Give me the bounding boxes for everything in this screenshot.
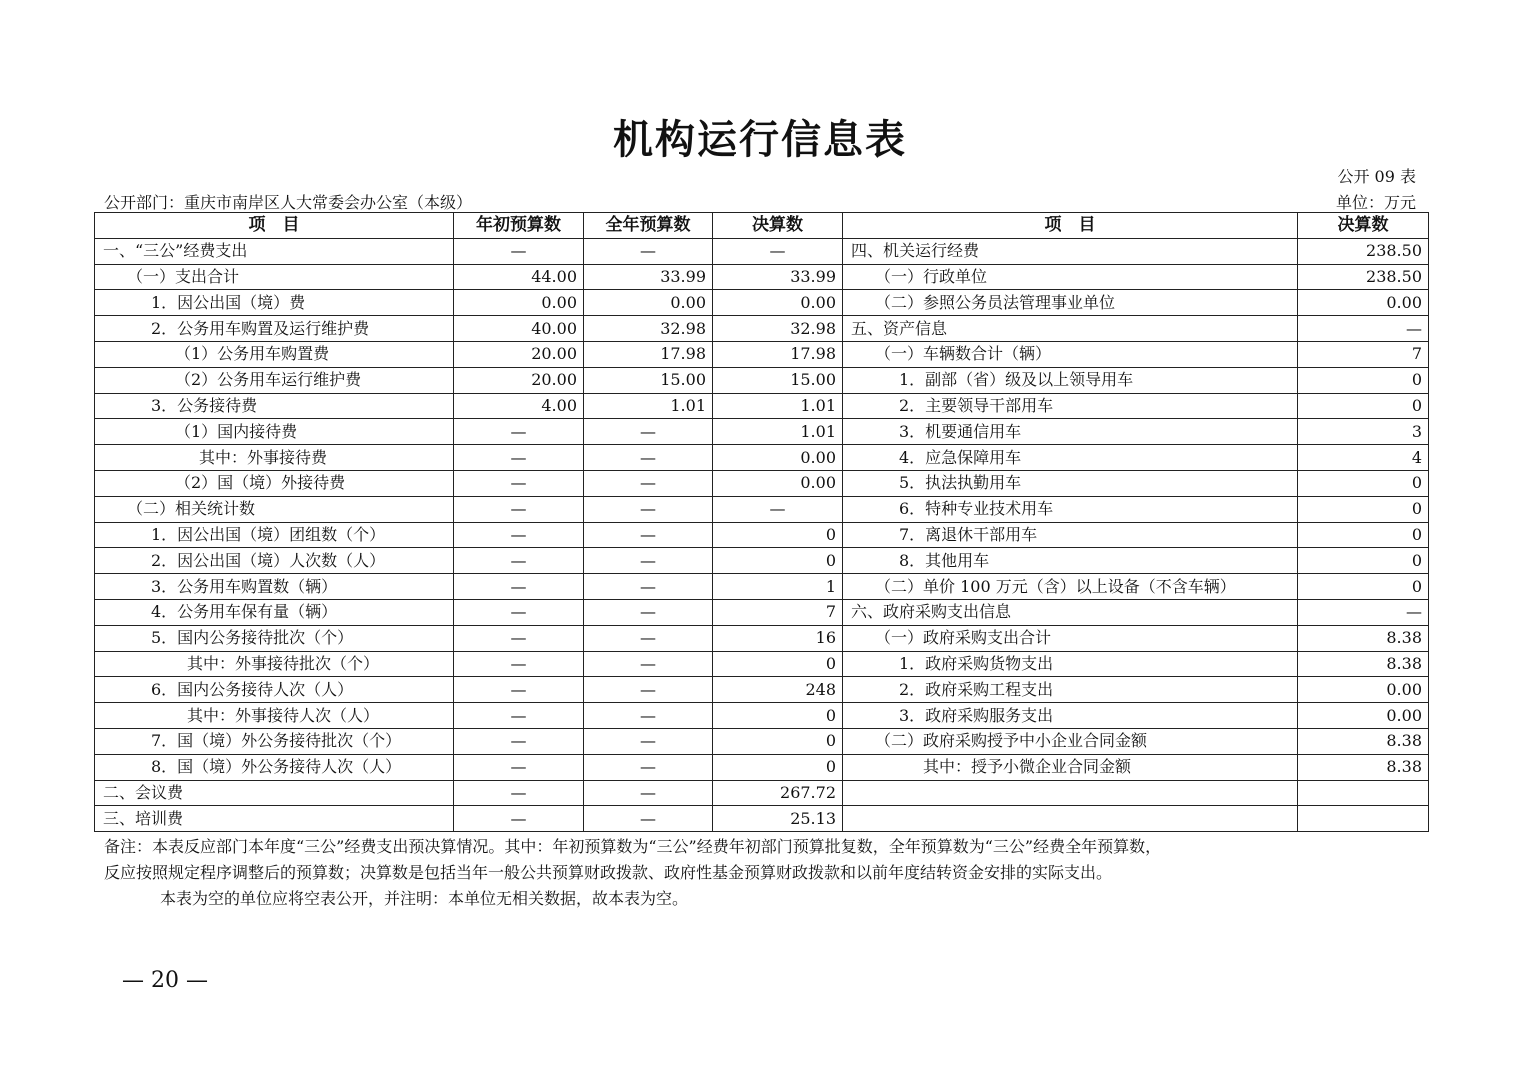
right-item-label: 五、资产信息 [843,316,1298,342]
left-item-label: （一）支出合计 [95,264,454,290]
initial-budget-cell: — [454,780,584,806]
right-item-label: 六、政府采购支出信息 [843,599,1298,625]
final-amount-cell: 0 [713,548,843,574]
annual-budget-cell: — [584,703,713,729]
right-final-amount-cell: 238.50 [1298,264,1429,290]
table-row [95,264,1429,290]
right-final-amount-cell: 0 [1298,496,1429,522]
initial-budget-cell: — [454,677,584,703]
annual-budget-cell: — [584,238,713,264]
final-amount-cell: 1.01 [713,419,843,445]
table-row [95,599,1429,625]
table-row [95,316,1429,342]
initial-budget-cell: 4.00 [454,393,584,419]
initial-budget-cell: — [454,754,584,780]
initial-budget-cell: — [454,599,584,625]
annual-budget-cell: — [584,522,713,548]
annual-budget-cell: — [584,651,713,677]
right-final-amount-cell [1298,806,1429,832]
right-final-amount-cell: 0 [1298,393,1429,419]
left-item-label: 3．公务用车购置数（辆） [95,574,454,600]
department-label: 公开部门：重庆市南岸区人大常委会办公室（本级） [104,193,473,212]
left-item-label: （1）公务用车购置费 [95,341,454,367]
left-item-label: （二）相关统计数 [95,496,454,522]
right-item-label: 7．离退休干部用车 [843,522,1298,548]
table-row [95,677,1429,703]
initial-budget-cell: 44.00 [454,264,584,290]
right-final-amount-cell: 0 [1298,522,1429,548]
initial-budget-cell: 20.00 [454,341,584,367]
right-item-label [843,806,1298,832]
left-item-label: 6．国内公务接待人次（人） [95,677,454,703]
remarks [104,834,1424,912]
final-amount-cell: — [713,238,843,264]
annual-budget-cell: 33.99 [584,264,713,290]
final-amount-cell: 0 [713,728,843,754]
final-amount-cell: 0 [713,703,843,729]
left-item-label: 2．公务用车购置及运行维护费 [95,316,454,342]
initial-budget-cell: — [454,806,584,832]
right-item-label: 8．其他用车 [843,548,1298,574]
right-item-label: 6．特种专业技术用车 [843,496,1298,522]
initial-budget-cell: — [454,625,584,651]
table-row [95,806,1429,832]
right-final-amount-cell: 0.00 [1298,290,1429,316]
right-final-amount-cell [1298,780,1429,806]
remark-line: 本表为空的单位应将空表公开，并注明：本单位无相关数据，故本表为空。 [160,889,689,908]
right-final-amount-cell: 0.00 [1298,677,1429,703]
table-header-row [95,213,1429,239]
initial-budget-cell: — [454,522,584,548]
right-final-amount-cell: 238.50 [1298,238,1429,264]
right-final-amount-cell: 8.38 [1298,651,1429,677]
annual-budget-cell: — [584,574,713,600]
final-amount-cell: 0.00 [713,290,843,316]
final-amount-cell: 0 [713,522,843,548]
left-item-label: 2．因公出国（境）人次数（人） [95,548,454,574]
right-item-label: 2．主要领导干部用车 [843,393,1298,419]
right-item-label: （一）行政单位 [843,264,1298,290]
left-item-label: 3．公务接待费 [95,393,454,419]
left-item-label: 其中：外事接待费 [95,445,454,471]
table-row [95,625,1429,651]
header-final-left: 决算数 [713,213,843,239]
info-table [94,212,1429,832]
annual-budget-cell: — [584,470,713,496]
annual-budget-cell: 32.98 [584,316,713,342]
table-row [95,703,1429,729]
final-amount-cell: 16 [713,625,843,651]
table-row [95,367,1429,393]
annual-budget-cell: — [584,806,713,832]
annual-budget-cell: — [584,754,713,780]
right-item-label: 3．机要通信用车 [843,419,1298,445]
header-annual-budget: 全年预算数 [584,213,713,239]
annual-budget-cell: — [584,780,713,806]
right-item-label: （二）政府采购授予中小企业合同金额 [843,728,1298,754]
right-item-label: 5．执法执勤用车 [843,470,1298,496]
right-item-label: 4．应急保障用车 [843,445,1298,471]
initial-budget-cell: — [454,470,584,496]
final-amount-cell: 25.13 [713,806,843,832]
page-number: — 20 — [122,968,208,993]
header-item-left: 项 目 [95,213,454,239]
final-amount-cell: 32.98 [713,316,843,342]
annual-budget-cell: 17.98 [584,341,713,367]
right-final-amount-cell: — [1298,316,1429,342]
annual-budget-cell: — [584,599,713,625]
initial-budget-cell: — [454,703,584,729]
right-item-label: 四、机关运行经费 [843,238,1298,264]
table-row [95,548,1429,574]
right-final-amount-cell: 8.38 [1298,754,1429,780]
left-item-label: 1．因公出国（境）费 [95,290,454,316]
right-final-amount-cell: 3 [1298,419,1429,445]
annual-budget-cell: — [584,445,713,471]
right-item-label: 其中：授予小微企业合同金额 [843,754,1298,780]
right-final-amount-cell: 7 [1298,341,1429,367]
initial-budget-cell: — [454,419,584,445]
initial-budget-cell: 20.00 [454,367,584,393]
left-item-label: 一、“三公”经费支出 [95,238,454,264]
page-title: 机构运行信息表 [613,116,907,163]
initial-budget-cell: — [454,548,584,574]
right-final-amount-cell: 4 [1298,445,1429,471]
table-row [95,780,1429,806]
left-item-label: 三、培训费 [95,806,454,832]
table-row [95,393,1429,419]
right-final-amount-cell: 0 [1298,470,1429,496]
right-item-label: （一）车辆数合计（辆） [843,341,1298,367]
remark-line: 备注：本表反应部门本年度“三公”经费支出预决算情况。其中：年初预算数为“三公”经费年初部门预算批复数，全年预算数为“三公”经费全年预算数， [104,837,1162,856]
left-item-label: 5．国内公务接待批次（个） [95,625,454,651]
final-amount-cell: 7 [713,599,843,625]
initial-budget-cell: — [454,238,584,264]
right-item-label: （二）参照公务员法管理事业单位 [843,290,1298,316]
right-item-label: （二）单价 100 万元（含）以上设备（不含车辆） [843,574,1298,600]
annual-budget-cell: — [584,419,713,445]
initial-budget-cell: — [454,728,584,754]
final-amount-cell: 17.98 [713,341,843,367]
table-row [95,496,1429,522]
left-item-label: 8．国（境）外公务接待人次（人） [95,754,454,780]
initial-budget-cell: — [454,445,584,471]
right-item-label: 1．政府采购货物支出 [843,651,1298,677]
final-amount-cell: 248 [713,677,843,703]
final-amount-cell: 1 [713,574,843,600]
table-row [95,445,1429,471]
left-item-label: 其中：外事接待人次（人） [95,703,454,729]
table-row [95,238,1429,264]
final-amount-cell: 33.99 [713,264,843,290]
initial-budget-cell: — [454,496,584,522]
table-row [95,754,1429,780]
right-final-amount-cell: 0 [1298,367,1429,393]
left-item-label: 7．国（境）外公务接待批次（个） [95,728,454,754]
annual-budget-cell: 1.01 [584,393,713,419]
right-item-label: 3．政府采购服务支出 [843,703,1298,729]
initial-budget-cell: 40.00 [454,316,584,342]
annual-budget-cell: — [584,728,713,754]
header-final-right: 决算数 [1298,213,1429,239]
left-item-label: （2）国（境）外接待费 [95,470,454,496]
left-item-label: 其中：外事接待批次（个） [95,651,454,677]
final-amount-cell: 0 [713,754,843,780]
right-final-amount-cell: 0 [1298,574,1429,600]
left-item-label: 1．因公出国（境）团组数（个） [95,522,454,548]
initial-budget-cell: — [454,574,584,600]
table-row [95,419,1429,445]
right-item-label: 1．副部（省）级及以上领导用车 [843,367,1298,393]
annual-budget-cell: 0.00 [584,290,713,316]
right-final-amount-cell: 0 [1298,548,1429,574]
final-amount-cell: 267.72 [713,780,843,806]
header-initial-budget: 年初预算数 [454,213,584,239]
header-item-right: 项 目 [843,213,1298,239]
initial-budget-cell: — [454,651,584,677]
table-row [95,651,1429,677]
right-final-amount-cell: — [1298,599,1429,625]
right-final-amount-cell: 8.38 [1298,625,1429,651]
left-item-label: 二、会议费 [95,780,454,806]
form-number: 公开 09 表 [1337,167,1416,186]
left-item-label: （1）国内接待费 [95,419,454,445]
right-item-label: 2．政府采购工程支出 [843,677,1298,703]
right-item-label [843,780,1298,806]
annual-budget-cell: — [584,677,713,703]
annual-budget-cell: — [584,548,713,574]
final-amount-cell: — [713,496,843,522]
initial-budget-cell: 0.00 [454,290,584,316]
unit-label: 单位：万元 [1335,193,1416,212]
remark-line: 反应按照规定程序调整后的预算数；决算数是包括当年一般公共预算财政拨款、政府性基金预算财政拨款和以前年度结转资金安排的实际支出。 [104,863,1113,882]
table-row [95,341,1429,367]
annual-budget-cell: 15.00 [584,367,713,393]
table-row [95,574,1429,600]
table-row [95,470,1429,496]
left-item-label: 4．公务用车保有量（辆） [95,599,454,625]
right-final-amount-cell: 8.38 [1298,728,1429,754]
table-row [95,290,1429,316]
annual-budget-cell: — [584,625,713,651]
final-amount-cell: 0.00 [713,445,843,471]
final-amount-cell: 1.01 [713,393,843,419]
table-row [95,728,1429,754]
right-final-amount-cell: 0.00 [1298,703,1429,729]
final-amount-cell: 15.00 [713,367,843,393]
right-item-label: （一）政府采购支出合计 [843,625,1298,651]
annual-budget-cell: — [584,496,713,522]
left-item-label: （2）公务用车运行维护费 [95,367,454,393]
final-amount-cell: 0.00 [713,470,843,496]
final-amount-cell: 0 [713,651,843,677]
table-row [95,522,1429,548]
